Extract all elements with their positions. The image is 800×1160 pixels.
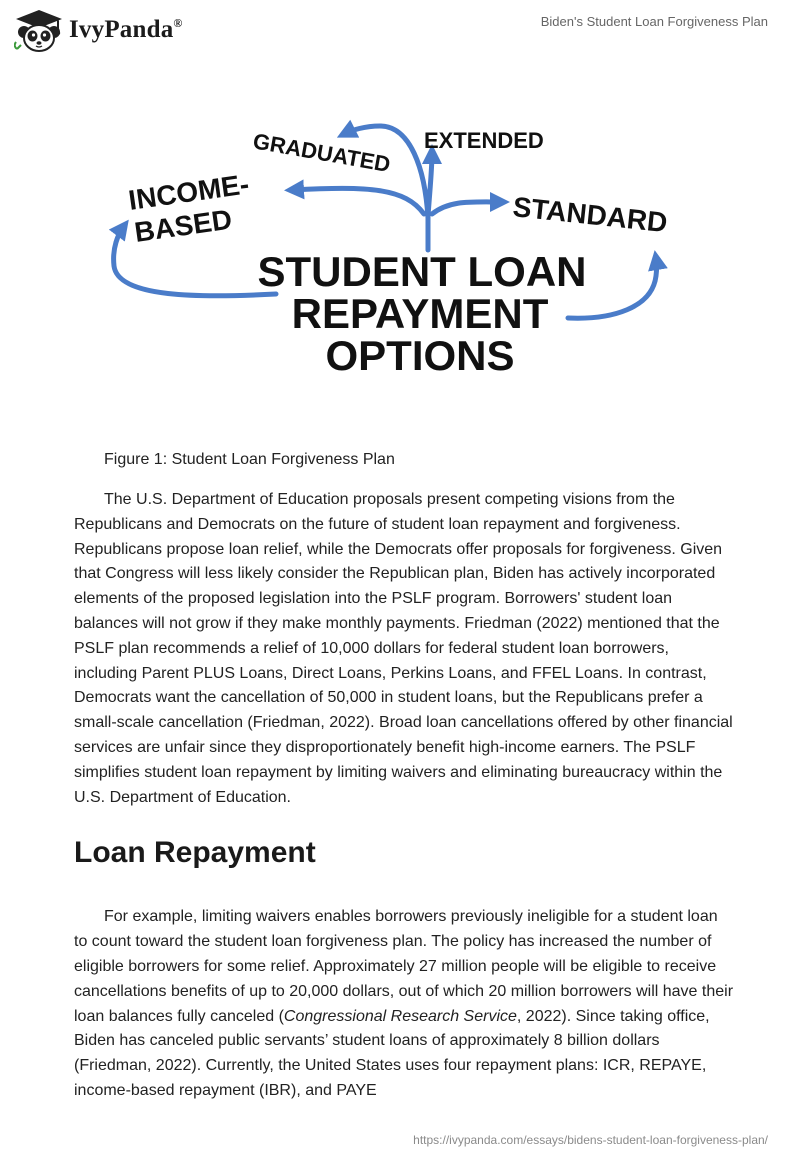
paragraph-2-part-2: , 2022). Since taking office, Biden has canceled public servants’ student loans of approximately 8 billion dollars (Friedman, 2022). Currently, the United States uses four repayment plans: ICR, REPAYE, income-based repayment (IBR), and PAYE	[74, 1007, 710, 1099]
repayment-options-figure	[0, 118, 800, 380]
paragraph-2	[74, 905, 734, 1103]
paragraph-1: The U.S. Department of Education proposals present competing visions from the Republicans and Democrats on the future of student loan repayment and forgiveness. Republicans propose loan relief, while the Democrats offer proposals for forgiveness. Given that Congress will less likely consider the Republican plan, Biden has actively incorporated elements of the proposed legislation into the PSLF program. Borrowers' student loan balances will not grow if they make monthly payments. Friedman (2022) mentioned that the PSLF plan recommends a relief of 10,000 dollars for federal student loan borrowers, including Parent PLUS Loans, Direct Loans, Perkins Loans, and FFEL Loans. In contrast, Democrats want the cancellation of 50,000 in student loans, but the Republicans prefer a small-scale cancellation (Friedman, 2022). Broad loan cancellations offered by other financial services are unfair since they disproportionately benefit high-income earners. The PSLF simplifies student loan repayment by limiting waivers and eliminating bureaucracy within the U.S. Department of Education.	[74, 491, 733, 806]
document-title: Biden's Student Loan Forgiveness Plan	[540, 14, 768, 29]
arrow-extended	[428, 152, 432, 216]
option-standard: STANDARD	[511, 191, 669, 239]
arrow-income-based	[292, 188, 424, 214]
figure-title-line1: STUDENT LOAN	[257, 248, 587, 295]
figure-caption: Figure 1: Student Loan Forgiveness Plan	[104, 451, 395, 468]
citation-italic: Congressional Research Service	[283, 1007, 517, 1025]
option-income-based-line2: BASED	[132, 203, 234, 248]
option-income-based-line1: INCOME-	[126, 168, 251, 216]
figure-title-line2: REPAYMENT	[291, 290, 549, 337]
section-heading-loan-repayment: Loan Repayment	[74, 836, 316, 870]
registered-mark: ®	[173, 16, 183, 30]
option-graduated: GRADUATED	[251, 128, 393, 178]
repayment-options-diagram	[0, 118, 800, 380]
article-body	[74, 488, 734, 1104]
brand-name: IvyPanda®	[69, 16, 183, 43]
arrow-standard	[432, 202, 502, 214]
figure-title-line3: OPTIONS	[325, 332, 515, 379]
option-extended: EXTENDED	[424, 128, 544, 153]
paragraph-2-part-1: For example, limiting waivers enables borrowers previously ineligible for a student loan to count toward the student loan forgiveness plan. The policy has increased the number of eligible borrowers for some relief. Approximately 27 million people will be eligible to receive cancellations benefits of up to 20,000 dollars, out of which 20 million borrowers will have their loan balances fully canceled (	[74, 908, 734, 1025]
panda-graduate-icon	[14, 8, 64, 52]
ivypanda-logo[interactable]	[14, 8, 183, 52]
source-url-link[interactable]: https://ivypanda.com/essays/bidens-student-loan-forgiveness-plan/	[413, 1133, 768, 1147]
